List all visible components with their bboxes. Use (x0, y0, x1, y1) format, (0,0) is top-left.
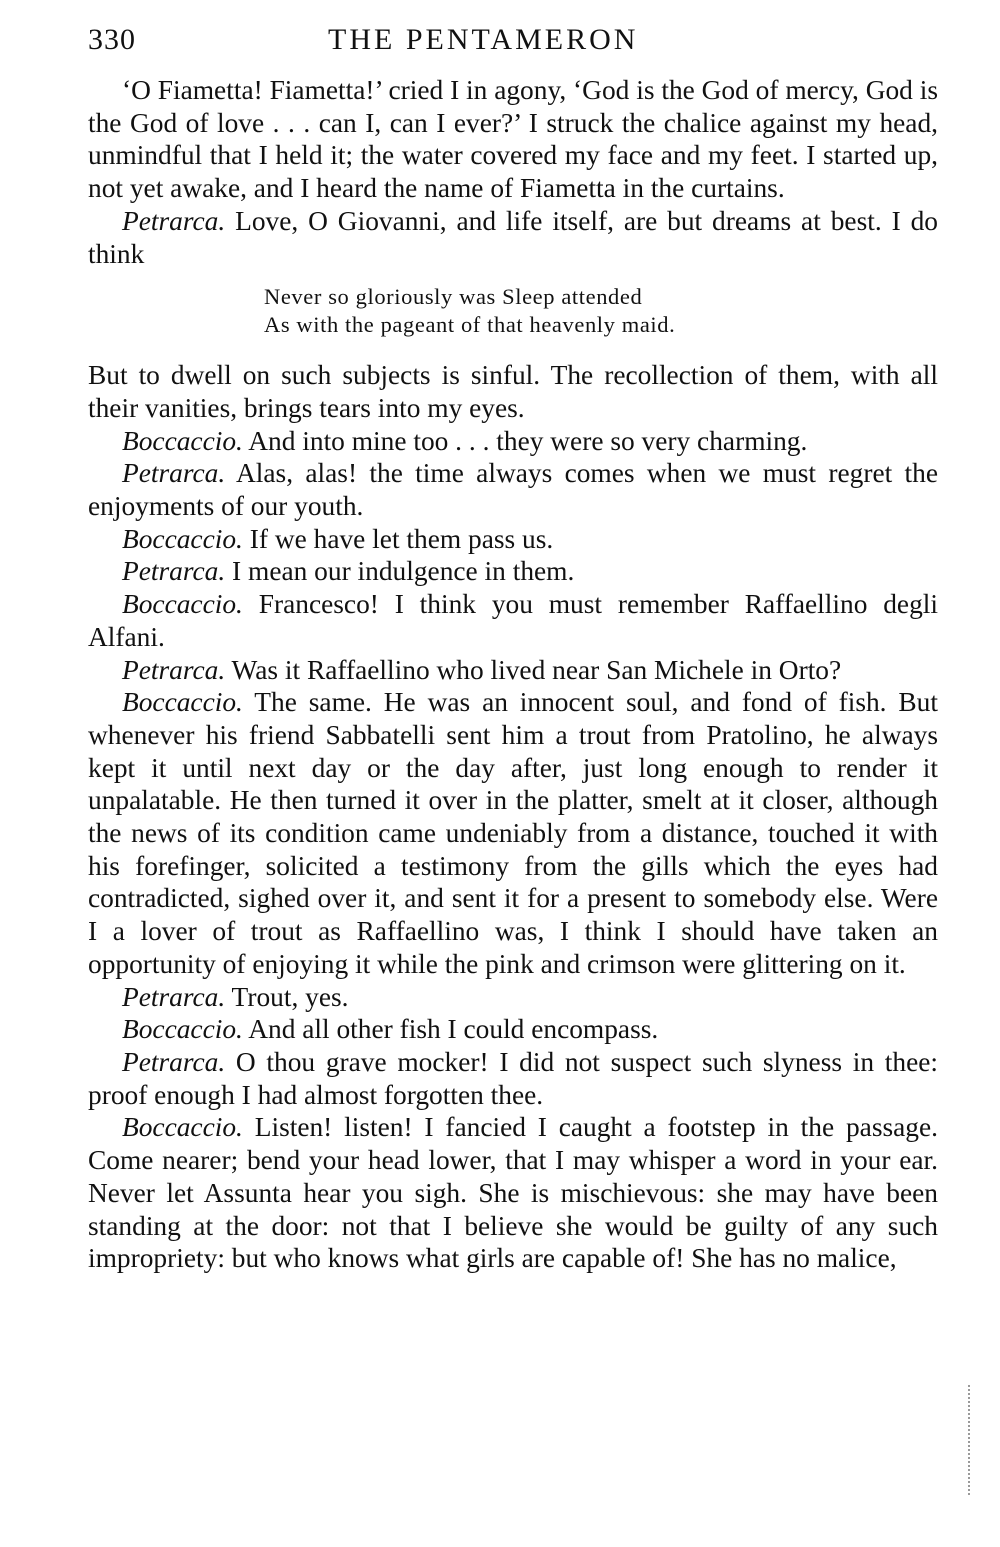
dialogue-text: Love, O Giovanni, and life itself, are but dreams at best. I do think (88, 205, 938, 269)
speaker-name: Boccaccio. (122, 523, 243, 554)
dialogue-text: If we have let them pass us. (242, 523, 554, 554)
verse-quotation (264, 283, 938, 339)
paragraph-continuation: But to dwell on such subjects is sinful. The recollection of them, with all their vanities, brings tears into my eyes. (88, 360, 938, 423)
dialogue-text: Listen! listen! I fancied I caught a footstep in the passage. Come nearer; bend your head lower, that I may whisper a word in your ear. Never let Assunta hear you sigh. She is mischievous: she may have been standing at the door: not that I believe she would be guilty of any such impropriety: but who knows what girls are capable of! She has no malice, (88, 1112, 938, 1274)
speaker-name: Boccaccio. (122, 1112, 243, 1143)
dialogue-text: Francesco! I think you must remember Raffaellino degli Alfani. (88, 589, 938, 652)
dialogue-line (88, 457, 938, 522)
dialogue-text: And all other fish I could encompass. (242, 1014, 659, 1045)
speaker-name: Petrarca. (122, 981, 226, 1012)
dialogue-line (88, 1111, 938, 1275)
running-title: THE PENTAMERON (328, 23, 639, 56)
dialogue-line (88, 555, 938, 588)
dialogue-line (88, 425, 938, 458)
binding-edge-mark (968, 1385, 972, 1495)
book-page (88, 20, 938, 1275)
dialogue-line (88, 1046, 938, 1111)
dialogue-line (88, 523, 938, 556)
dialogue-text: O thou grave mocker! I did not suspect such slyness in thee: proof enough I had almost forgotten thee. (88, 1046, 938, 1110)
paragraph-text: ‘O Fiametta! Fiametta!’ cried I in agony, ‘God is the God of mercy, God is the God of love . . . can I, can I ever?’ I struck the chalice against my head, unmindful that I held it; the water covered my face and my feet. I started up, not yet awake, and I heard the name of Fiametta in the curtains. (88, 75, 938, 204)
dialogue-text: Trout, yes. (225, 981, 349, 1012)
dialogue-line (88, 1013, 938, 1046)
speaker-name: Petrarca. (122, 556, 226, 587)
speaker-name: Petrarca. (122, 205, 226, 236)
speaker-name: Petrarca. (122, 654, 226, 685)
speaker-name: Boccaccio. (122, 425, 243, 456)
speaker-name: Boccaccio. (122, 687, 243, 718)
dialogue-line (88, 686, 938, 980)
page-header (88, 20, 938, 60)
verse-line: As with the pageant of that heavenly maid. (264, 312, 676, 338)
dialogue-text: I mean our indulgence in them. (225, 556, 575, 587)
dialogue-line (88, 981, 938, 1014)
body-text (88, 74, 938, 1275)
page-number: 330 (88, 23, 136, 56)
dialogue-text: Was it Raffaellino who lived near San Michele in Orto? (225, 654, 842, 685)
dialogue-line (88, 588, 938, 653)
speaker-name: Petrarca. (122, 1046, 226, 1077)
dialogue-petrarca-dreams (88, 205, 938, 270)
paragraph-fiametta (88, 74, 938, 205)
dialogue-line (88, 654, 938, 687)
dialogue-text: Alas, alas! the time always comes when we must regret the enjoyments of our youth. (88, 458, 938, 522)
speaker-name: Boccaccio. (122, 589, 243, 620)
speaker-name: Boccaccio. (122, 1014, 243, 1045)
speaker-name: Petrarca. (122, 458, 226, 489)
dialogue-text: And into mine too . . . they were so very charming. (242, 425, 808, 456)
verse-line: Never so gloriously was Sleep attended (264, 284, 643, 310)
dialogue-text: The same. He was an innocent soul, and fond of fish. But whenever his friend Sabbatelli sent him a trout from Pratolino, he always kept it until next day or the day after, just long enough to render it unpalatable. He then turned it over in the platter, smelt at it closer, although the news of its condition came undeniably from a distance, touched it with his forefinger, solicited a testimony from the gills which the eyes had contradicted, sighed over it, and sent it for a present to somebody else. Were I a lover of trout as Raffaellino was, I think I should have taken an opportunity of enjoying it while the pink and crimson were glittering on it. (88, 687, 938, 979)
